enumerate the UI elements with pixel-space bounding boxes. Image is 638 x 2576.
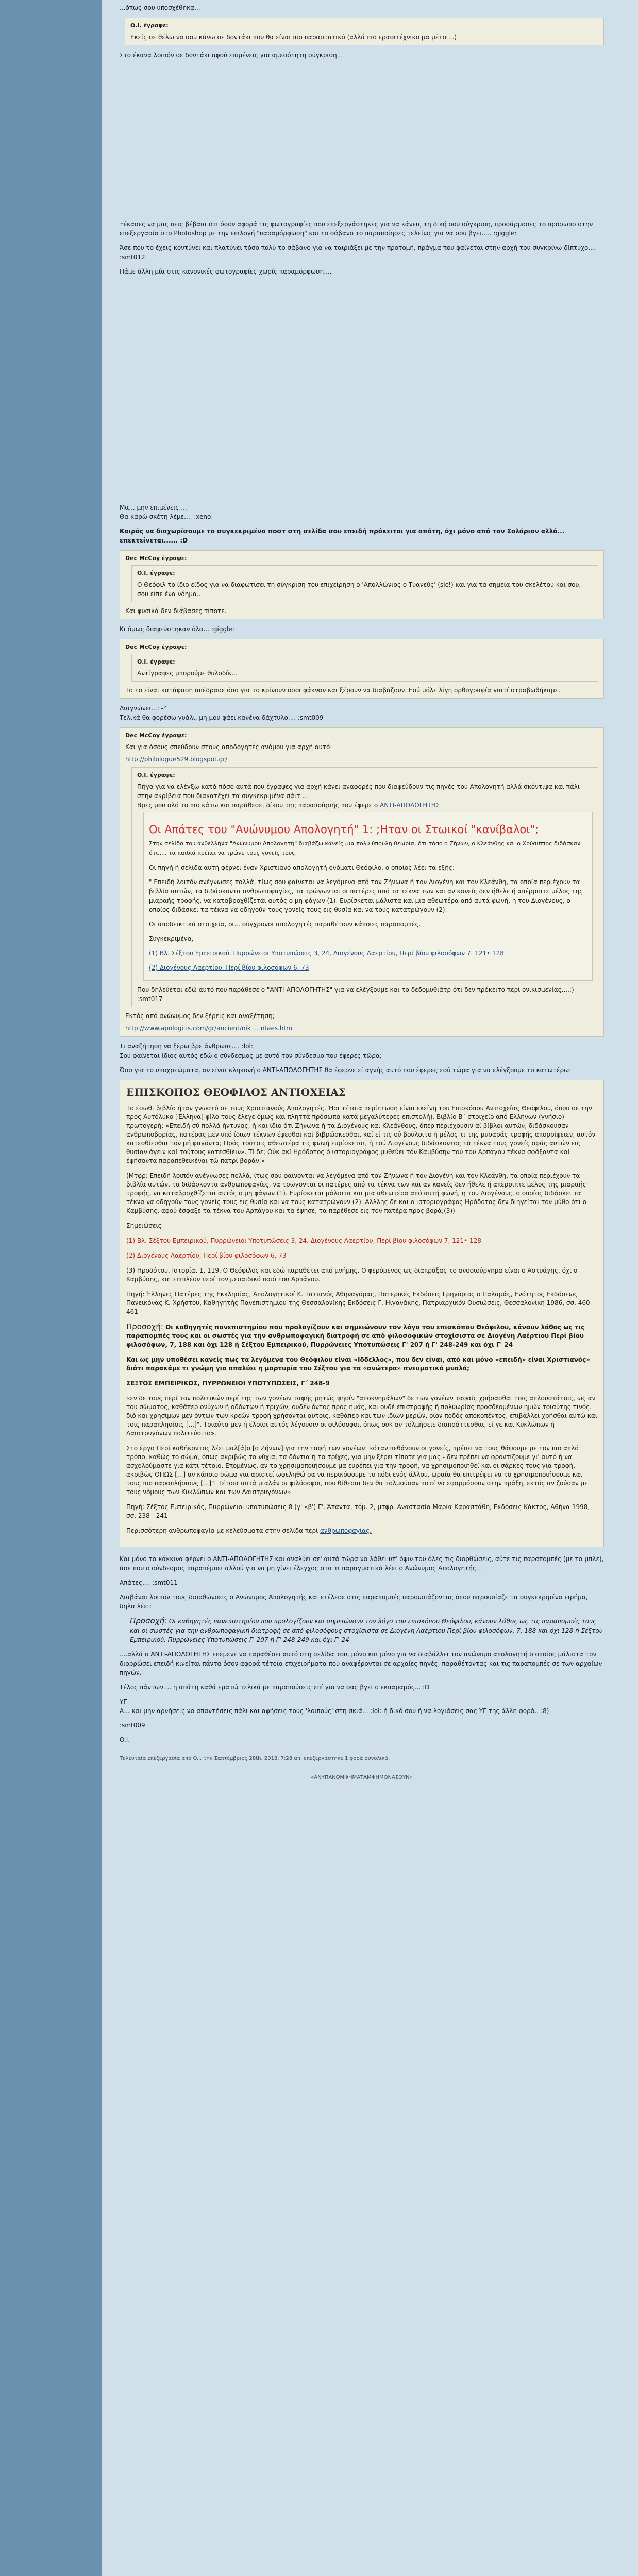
box-paragraph: Πηγή: Έλληνες Πατέρες της Εκκλησίας, Απολογητικοί Κ. Τατιανός Αθηναγόρας, Πατερικές Εκδόσεις Γρηγόριος ο Παλαμάς, Ενότητος Εκδόσεως Πανεικόνας Κ. Χρήστου, Καθηγητής Πανεπιστημίου της Θεσσαλονίκης Εκδόσεις Γ. Ηιγανάκης, Πατριαρχικόν Ουσιώσεις, Θεσσαλονίκη 1986, σσ. 460 - 461: [126, 1291, 594, 1315]
quote-text: Πήγα για να ελέγξω κατά πόσο αυτά που έγραψες για αρχή κάνει αναφορές που διαψεύδουν τις πηγές του Απολογητή αλλά σκόντιψα και πάλι στην ακρίβεια που διακατέχει τα συγκεκριμένα σάιτ....: [137, 783, 580, 800]
signature-tag: «ΑΝΥΠΑΝΟΜΦΗΜΑΤΑΜΦΗΜΟΝΑΣΟΥΝ»: [311, 1775, 413, 1781]
bishop-theophilus-box: [120, 1080, 604, 1547]
box-paragraph: ΣΕΞΤΟΣ ΕΜΠΕΙΡΙΚΟΣ, ΠΥΡΡΩΝΕΙΟΙ ΥΠΟΤΥΠΩΣΕΙΣ, Γ΄ 248-9: [126, 1380, 330, 1387]
quote-text: Και για όσους σπεύδουν στους αποδογητές ανόμου για αρχή αυτό:: [125, 743, 332, 751]
post-body: [120, 0, 604, 1788]
quote-text: Εκτός από ανώνυμος δεν ξέρεις και αναξέτηση;: [125, 1012, 275, 1020]
article-paragraph: Συγκεκριμένα,: [149, 935, 194, 942]
quote-block-4: [120, 727, 604, 1037]
post-line: Όσο για το υποχρεώματα, αν είναι κληκονή ο ΑΝΤΙ-ΑΠΟΛΟΓΗΤΗΣ θα έφερνε εί αγνής αυτό που έφερες εσύ τώρα για να ελέγξουμε το κατωτέρω:: [120, 1066, 572, 1074]
post-line: Τελικά θα φορέσω γυάλι, μη μου φάει κανένα δάχτυλο.... :smt009: [120, 714, 324, 721]
signature-line: ΥΓ: [120, 1698, 127, 1705]
box-paragraph: Πηγή: Σέξτος Εμπειρικός, Πυρρώνειοι υποτυπώσεις 8 (γ' «β') Γ', Άπαντα, τόμ. 2, μτφρ. Αναστασία Μαρία Καραστάθη, Εκδόσεις Κάκτος, Αθήνα 1998, σσ. 238 - 241: [126, 1503, 590, 1519]
signature-line: Α... και μην αρνήσεις να απαντήσεις πάλι και αφήσεις τους 'λοιπούς' στη σκιά... :lol: ή δικό σου ή να λογιάσεις σας ΥΓ της άλλη φορά.. :8): [120, 1707, 549, 1715]
post-line: Και μόνο τα κάκκινα φέρνει ο ΑΝΤΙ-ΑΠΟΛΟΓΗΤΗΣ και αναλύει σε' αυτά τώρα να λάθει υπ' όψιν του όλες τις διορθώσεις, αύτε τις παραπομπές (με τα μπλε), άσε που ο σύνδεσμος παραπέμπει αλλού για να μη γίνει έλεγχος στα τι παραγματικά λέει ο Ανώνυμος Απολογητής...: [120, 1555, 604, 1572]
post-line: Κι όμως διαψεύστηκαν όλα... :giggle:: [120, 625, 234, 633]
post-line: Τι αναζήτηση να ξέρω βρε άνθρωπε.... :lol:: [120, 1043, 253, 1050]
signature-line: :smt009: [120, 1722, 145, 1729]
box-paragraph: Περισσότερη ανθρωποφαγία με κελεύσματα στην σελίδα περί: [126, 1527, 320, 1534]
post-line: Στο έκανα λοιπόν σε δοντάκι αφού επιμένεις για αμεσότητη σύγκριση...: [120, 52, 343, 59]
box-paragraph: (Μτφρ: Επειδή λοιπόν ανέγνωσες πολλά, ίτως σου φαίνονται να λεγόμενα από τον Ζήνωνα ή τον Διογένη και τον Κλεάνθη, τα οποία περιέχουν τα βιβλία αυτών, τα διδάσκοντα ανθρωποφαγίες, να τρώγονται οι πατέρες από τα τέκνα των και αν κανείς δεν ήθελε ή απέρριπτε μέλος της μιαραής τροφής, να καταβροχθίζεται αυτός ο μη φάγων (1). Ευρίσκεται μάλιστα και μια αθεωτέρα από αυτή φωνή, η του Διογένους, ο οποίος διδάσκει τα τέκνα να οδηγούν τους γονείς τους εις θυσία και να τους κατατρώγουν (2). Αλλλης δε και ο ιστοριογράφος Ηρόδοτος δεν διηγείται τον μύθο ότι ο Καμβύσης, αφού έσφαξε τα τέκνα του Αρπάγου και τα έψησε, τα παρέθεσε εις τον πατέρα προς βορά;(3)): [126, 1172, 587, 1214]
image-placeholder-1: [120, 65, 604, 219]
image-placeholder-2: [120, 281, 604, 503]
attention-text: Οι καθηγητές πανεπιστημίου που προλογίζουν και σημειώνουν τον λόγο του επισκόπου Θεόφιλου, κάνουν λάθος ως τις παραπομπές τους και οι σωστές για την ανθρωποφαγική διατροφή σε από φιλοσόφους στοχίσιστα σε Διογένη Λαέρτιου Περί βίου φιλοσόφων, 7, 188 και όχι 128 ή Σέξτου Εμπειρικού, Πυρρώνειες Υποτυπώσεις Γ' 207 ή Γ' 248-249 και όχι Γ' 24: [130, 1618, 603, 1643]
post-line: ....αλλά ο ΑΝΤΙ-ΑΠΟΛΟΓΗΤΗΣ επέμενε να παραθέσει αυτό στη σελίδα του, μόνο και μόνο για να διαβάλλει τον ανώνυμο απολογητή ο οποίος μάλιστα τον διορρώσει επειδή κινείται πάντα όσον αφορά τέτοια επιχειρήματα που αναφέρονται σε αρχαίες πηγές, παραθέτοντας και τις παραπομπές σε των αρχαίων πηγών.: [120, 1651, 602, 1676]
box-title: ΕΠΙΣΚΟΠΟΣ ΘΕΟΦΙΛΟΣ ΑΝΤΙΟΧΕΙΑΣ: [126, 1086, 346, 1098]
reference-link[interactable]: (1) Βλ. Σέξτου Εμπειρικού, Πυρρώνειοι Υποτυπώσεις 3, 24, Διογένους Λαερτίου, Περί βίου φιλοσόφων 7. 121• 128: [149, 950, 504, 957]
box-paragraph: Στο έργο Περί καθήκοντος λέει μαλ[ά]ο [ο Ζήνων] για την ταφή των γονέων: «όταν πεθάνουν οι γονείς, πρέπει να τους θάψουμε με τον πιο απλό τρόπο, καθώς το σώμα, όπως ακριβώς τα νύχια, τα δόντια ή τα τρίχες, για μην ξέρει τίποτε για μας - δεν πρέπει να φροντίζουμε γι' αυτό ή να ασχολούμαστε για κάτι τέτοιο. Επομένως, αν το χρησιμοποιήσουμε μα ευρέπει για την τροφή, να χρησιμοποιηθεί και οι σάρκες τους για τροφή, ακριβώς ΟΠΩΣ [...] αν κάποιο σώμα για αριστεί ωφεληθώ σα να περικόψουμε το πόδι ενός άλλου, ωραία θα επιτρέψει να το χρησιμοποιήσουμε και τους πιο παραπλήσιους [...]". Τέτοια αυτά μιαλάν οι φιλόσοφοι, που θίθεσαι δεν θα τολμούσαν ποτέ να εφαρμόσουν στην πράξη, εκτός αν ζούσαν με τους νόμους των Κυκλώπων και των Λαιστρυγόνων»: [126, 1445, 588, 1496]
edit-note: Τελευταία επεξεργασία από O.I. την Σαπτέμβριος 28th, 2013, 7:28 απ, επεξεργάστηκε 1 φορά συνολικά.: [120, 1756, 390, 1761]
post-line: Απάτες.... :smt011: [120, 1579, 178, 1586]
post-line: Ξέκασες να μας πεις βέβαια ότι όσον αφορά τις φωτογραφίες που επεξεργάστηκες για να κάνεις τη δική σου σύγκριση, προσάρμοσες το πρόσωπο στην επεξεργασία στο Photoshop με την επιλογή "παραμόρφωση" και το σάβανο το παραποίησες τελείως για να σου βγει..... :giggle:: [120, 221, 593, 237]
quote-author: Dec McCoy έγραψε:: [125, 643, 187, 650]
post-line: Διαγνώνει...: -°: [120, 705, 166, 712]
quote-author: Dec McCoy έγραψε:: [125, 732, 187, 739]
nested-quote: [131, 654, 598, 682]
apologitis-link[interactable]: http://www.apologitis.com/gr/ancient/nik ... ntaes.htm: [125, 1025, 292, 1032]
attention-label: Προσοχή:: [126, 1322, 163, 1331]
page-background: [102, 0, 638, 2576]
box-paragraph: Το έσωθι βιβλίο ήταν γνωστό σε τους Χριστιανούς Απολογητές. Ήσι τέτοια περίπτωση είναι εκείνη του Επισκόπου Αντιοχείας Θεόφιλου, όπου σε την προς Αυτόλυκο [Έλληνα] φίλο τους έλεγε όμως και πληττά πρόσωπα κατά μεγαλύτερες επιστολή). Βιβλίο Β΄ στοιχείο από Ελλήνων (γνήσιο) πρωτογερή: «Επειδή σύ πολλά ήντυνας, ή και ίδιο ότι Ζήνωνα ή τα Διογένους και Κλεάνθους, όπερ περιέχουσιν αί βίβλοι αυτών, διδάσκουσαν ανθρωποβορίας, πατέρας μέν υπό ίδιων τέκνων έψεσθαι καί βιβρώσκεσθαι, καί εί τις ού βούλοιτο ή μέλος τι της μυσαράς τροφής απορρίψειεν, αυτόν κατεσθίεσθαι τόν μή φαγόντα; Πρός τούτοις αθεωτέρα τις φωνή ευρίσκεται, ή τού Διογένους διδάσκοντος τά τέκνα τους γονείς σφάς αυτών εις θυσίαν άγειν καί τούτους κατεσθίειν». Τί δε; Ούκ ακί Ηρόδοτος ό ιστοριογράφος μυθεύει τόν Καμβύσην τού του Αρπάγου τέκνα σφάξαντα καί έψήσαντα παραπεθεικέναι τώ πατρί βοράν;»: [126, 1105, 596, 1164]
post-line: Τέλος πάντων.... η απάτη καθά εματώ τελικά με παραπούσεις επί για να σας βγει ο εκπαραμός... :D: [120, 1684, 430, 1691]
article-paragraph: Οι πηγή ή σελίδα αυτή φέρνει έναν Χριστιανό απολογητή ονόματι Θεόφιλο, ο οποίος λέει τα εξής:: [149, 864, 455, 871]
article-paragraph: Οι αποδεικτικά στοιχεία, οι... σύγχρονοι απολογητές παραθέτουν κάποιες παραπομπές.: [149, 921, 421, 928]
box-paragraph: (3) Ηροδότου, Ιστορίαι 1, 119. Ο Θεόφιλος και εδώ παραθέτει από μνήμης. Ο φερόμενος ως διαπράξας το ανοσιούργημα είναι ο Αστυάγης, όχι ο Καμβύσης, και επιπλέον περί τον μεσαιδικό ποιό του Αρπάγου.: [126, 1267, 578, 1283]
quote-text: Ο Θεόφιλ το ίδιο είδος για να διαφωτίσει τη σύγκριση του επιχείρηση ο 'Απολλώνιος ο Τυανεύς' (sic!) και για τα σημεία του σκελέτου και σου, σου είπε ένα νόημα...: [137, 581, 581, 598]
cannibalism-link[interactable]: ανθρωποφαγίας.: [320, 1527, 372, 1534]
signature-name: O.I.: [120, 1736, 130, 1743]
article-paragraph: " Επειδή λοιπόν ανέγνωσες πολλά, τίως σου φαίνεται να λεγόμενα από τον Ζήνωνα ή τον Διογένη και τον Κλεάνθη, τα οποία περιέχουν τα βιβλία αυτών, τα διδάσκοντα ανθρωποφαγίες, τα τρώγωνται οι πατέρες από τα τέκνα των και αν κανείς δεν ήθελε ή απέρριπτε μέλος της μιαραής τροφής, να καταβροχθίζεται αυτός ο μη φάγων (1). Ευρίσκεται μάλιστα και μια αθεωτέρα από αυτά φωνή, η του Διογένους, ο οποίος διδάσκει τα τέκνα να οδηγούν τους γονείς τους εις θυσία και να τους κατατρώγουν (2).: [149, 878, 583, 913]
nested-quote: [131, 767, 598, 1007]
quote-author: Dec McCoy έγραψε:: [125, 555, 187, 562]
quote-author: O.I. έγραψε:: [130, 22, 169, 29]
article-subtitle: Στην σελίδα του ανθελλήνα "Ανώνυμου Απολογητή" διαβάζω κανείς μια πολύ ύπουλη θεωρία, ότι τόσο ο Ζήνων, ο Κλεάνθης και ο Χρύσιππος διδάσκαν ότι..... τα παιδιά πρέπει να τρώνε τους γονείς τους.: [149, 840, 581, 856]
box-reference: (1) Βλ. Σέξτου Εμπειρικού, Πυρρώνειοι Υποτυπώσεις 3, 24. Διογένους Λαερτίου, Περί βίου φιλοσόφων 7, 121• 128: [126, 1237, 481, 1244]
attention-text: Οι καθηγητές πανεπιστημίου που προλογίζουν και σημειώνουν τον λόγο του επισκόπου Θεόφιλου, κάνουν λάθος ως τις παραπομπές τους και οι σωστές για την ανθρωποφαγική διατροφή σε από φιλοσοφικών στοχίσιστα σε Διογένη Λαέρτιου Περί βίου φιλοσόφων, 7, 188 και όχι 128 ή Σέξτου Εμπειρικού, Πυρρώνειες Υποτυπώσεις Γ' 207 ή Γ' 248-249 και όχι Γ' 24: [126, 1324, 585, 1348]
box-reference: (2) Διογένους Λαερτίου, Περί βίου φιλοσόφων 6, 73: [126, 1252, 287, 1259]
quote-text: Αντίγραφες μπορούμε θυλοδίκ...: [137, 670, 238, 677]
quote-author: O.I. έγραψε:: [137, 570, 175, 577]
reference-link[interactable]: (2) Διογένους Λαερτίου, Περί βίου φιλοσόφων 6, 73: [149, 964, 309, 971]
post-line: Θα καρώ σκέτη λέμε.... :xeno:: [120, 513, 213, 520]
attention-label: Προσοχή:: [130, 1616, 167, 1625]
quote-text: Βρες μου ολό το πιο κάτω και παράθεσε, δίκου της παραποίησής που έφερε ο: [137, 802, 380, 809]
quote-text: Και φυσικά δεν διάβασες τίποτε.: [125, 607, 227, 615]
quote-author: O.I. έγραψε:: [137, 658, 175, 665]
box-paragraph: Σημειώσεις: [126, 1222, 162, 1229]
quote-block-1: [125, 18, 604, 45]
quote-text: Το το είναι κατάφαση απέδρασε όσο για το κρίνουν όσοι φάκναν και ξέρουν να διαβάζουν. Εσύ μόλε λίγη ορθογραφία γιατί στραβωθήκαμε.: [125, 687, 561, 694]
post-line: Πάμε άλλη μία στις κανονικές φωτογραφίες χωρίς παραμόρφωση....: [120, 268, 332, 275]
post-line: Μα... μην επιμένεις....: [120, 504, 187, 511]
quote-text: Εκείς σε θέλω να σου κάνω σε δοντάκι που θα είναι πιο παραστατικό (αλλά πιο ερασιτέχνικο μα μέτοι...): [130, 33, 457, 41]
anti-apologitis-link[interactable]: ΑΝΤΙ-ΑΠΟΛΟΓΗΤΗΣ: [380, 802, 440, 809]
post-line: Άσε που το έχεις κοντύνει και πλατύνει τόσο πολύ το σάβανο για να ταιριάξει με την προτομή, πράγμα που φαίνεται στην αρχή του συγκρίνω δίπτυχο.... :smt012: [120, 244, 596, 261]
quote-block-2: [120, 550, 604, 619]
nested-quote-article: [143, 812, 593, 981]
post-line: Καιρός να διαχωρίσουμε το συγκεκριμένο ποστ στη σελίδα σου επειδή πρόκειται για απάτη, όχι μόνο από τον Σολάριον αλλά... επεκτείνεται...... :D: [120, 528, 565, 544]
quote-text: Που δηλεύεται εδώ αυτό που παράθεσε ο "ΑΝΤΙ-ΑΠΟΛΟΓΗΤΗΣ" για να ελέγξουμε και το δεδομυθιάτρ ότι δεν πρόκειτο περί ονικισμενίας....:) :smt017: [137, 986, 574, 1003]
box-paragraph: «εν δε τους περί τον πολιτικών περί της των γονέων ταφής ρητώς φησίν "αποκνημάλων" δε των γονέων ταφαίς χρήσασθαι τοις απλουστάτοις, ως αν του σώματος, καθάπερ ονύχων ή οδόντων ή τριχών, ουδέν όντος προς ημάς, και ουδέ επιστροφής ή πολυωρίας προσδεομένων ημών τοιαύτης τινός. διό και χρησίμων μεν όντων των κρεών τροφή χρήσονται αυτοις, καθάπερ και των ιδίων μερών, οίον ποδός αποκοπέντος, επιβάλλει χρήσθαι αυτώ και τοις παραπλησίοις [...]". Τοιαύτα μεν ή έλοισι αυτός λέγουσιν οι φιλόσοφοι. όπως ουκ αν τόλμήσειε διαπράττεσθαι, εί γε και Κυκλώπων ή Λαιστρυγόνων πολιτεύοιτο».: [126, 1395, 597, 1437]
box-paragraph: Και ως μην υποθέσει κανείς πως τα λεγόμενα του Θεόφιλου είναι «Ιδδελλος», που δεν είναι, από και μόνο «επειδή» είναι Χριστιανός» διότι παρακάμε τι γνώμη για απαλύει η μαρτυρία του Σέξτου για τα «ανώτερα» πνευματικά μυαλά;: [126, 1356, 590, 1372]
blog-link[interactable]: http://philologue529.blogspot.gr/: [125, 756, 228, 763]
intro-text: ...όπως σου υποσχέθηκα...: [120, 4, 200, 11]
attention-quote: [120, 1616, 604, 1645]
nested-quote: [131, 565, 598, 602]
quote-block-3: [120, 639, 604, 699]
quote-author: O.I. έγραψε:: [137, 772, 175, 778]
post-line: Διαβάναι λοιπόν τους διορθώνσεις ο Ανώνυμος Απολογητής και ετέλεσε στις παραπομπές παρουσιάζοντας όπου παρουσίαζε τα συγκεκριμένα ειρήμα, δηλα λέει:: [120, 1594, 588, 1610]
post-line: Σου φαίνεται ίδιος αυτός εδώ ο σύνδεσμος με αυτό τον σύνδεσμο που έφερες τώρα;: [120, 1052, 382, 1059]
article-title: Οι Απάτες του "Ανώνυμου Απολογητή" 1: ;Ηταν οι Στωικοί "κανίβαλοι";: [149, 823, 539, 836]
